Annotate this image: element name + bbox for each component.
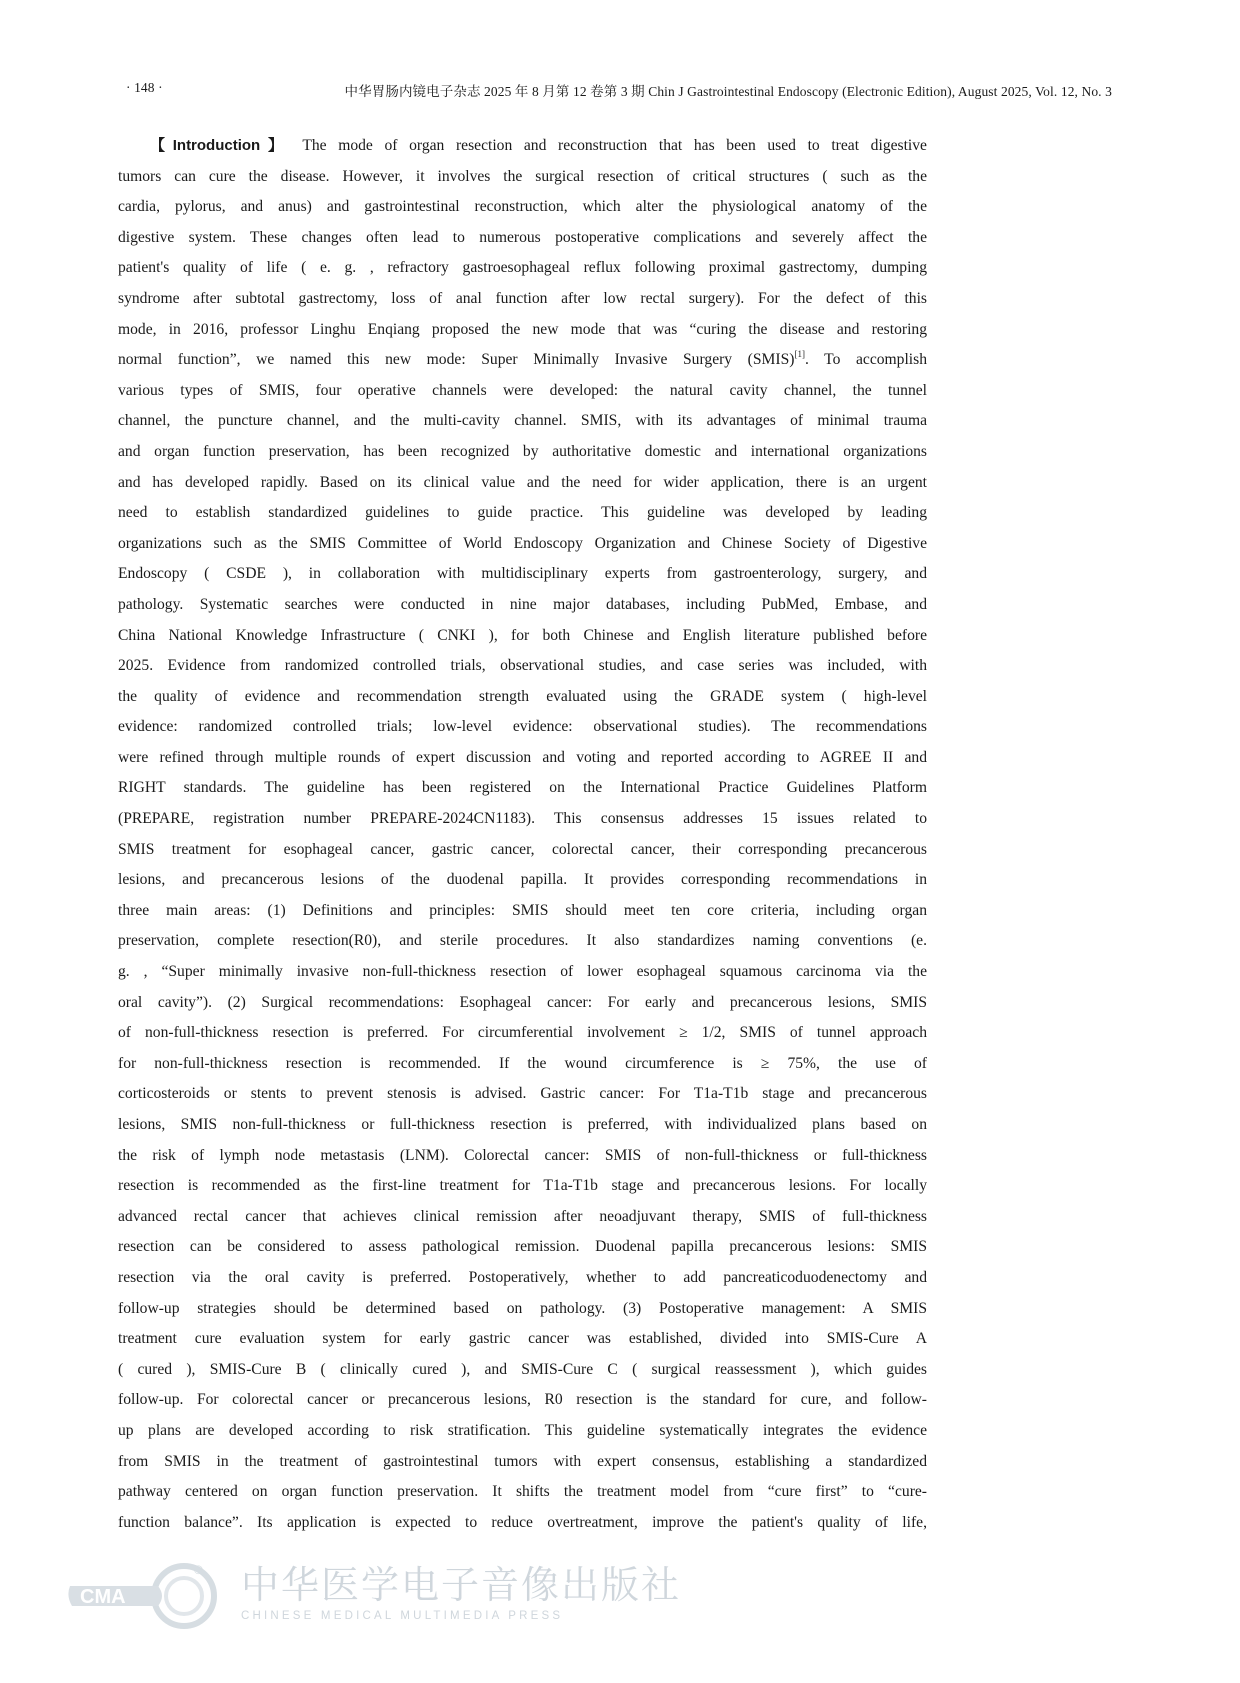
paragraph-line: need to establish standardized guidelines to guide practice. This guideline was developed by leading (118, 504, 927, 522)
paragraph-line: China National Knowledge Infrastructure ( CNKI ), for both Chinese and English literature published before (118, 626, 927, 644)
paragraph-line: resection is recommended as the first-line treatment for T1a-T1b stage and precancerous lesions. For locally (118, 1177, 927, 1195)
press-name-english: CHINESE MEDICAL MULTIMEDIA PRESS (241, 1610, 564, 1622)
section-heading: 【Introduction】 (150, 137, 291, 154)
introduction-section (118, 131, 927, 1538)
paragraph-lines-b (118, 376, 927, 1539)
paragraph-line: The mode of organ resection and reconstruction that has been used to treat digestive (302, 137, 927, 154)
paragraph-line: were refined through multiple rounds of expert discussion and voting and reported according to AGREE II and (118, 748, 927, 766)
paragraph-line: ( cured ), SMIS-Cure B ( clinically cured ), and SMIS-Cure C ( surgical reassessment ), which guides (118, 1360, 927, 1378)
paragraph-line: patient's quality of life ( e. g. , refractory gastroesophageal reflux following proximal gastrectomy, dumping (118, 259, 927, 277)
running-header (118, 80, 1118, 102)
paragraph-line: function balance”. Its application is expected to reduce overtreatment, improve the patient's quality of life, (118, 1513, 927, 1531)
paragraph-line: corticosteroids or stents to prevent stenosis is advised. Gastric cancer: For T1a-T1b stage and precancerous (118, 1085, 927, 1103)
paragraph-line: lesions, SMIS non-full-thickness or full-thickness resection is preferred, with individualized plans based on (118, 1116, 927, 1133)
paragraph-line: channel, the puncture channel, and the multi-cavity channel. SMIS, with its advantages of minimal trauma (118, 412, 927, 430)
paragraph-lines-a (118, 162, 927, 346)
smis-text: normal function”, we named this new mode: Super Minimally Invasive Surgery (SMIS) (118, 351, 795, 369)
paragraph-line: up plans are developed according to risk stratification. This guideline systematically integrates the evidence (118, 1421, 927, 1439)
page-number: · 148 · (126, 80, 163, 95)
citation-ref[interactable]: [1] (794, 349, 805, 360)
cma-mark-text: CMA (80, 1586, 126, 1608)
paragraph-line: organizations such as the SMIS Committee of World Endoscopy Organization and Chinese Society of Digestive (118, 534, 927, 552)
paragraph-line: pathology. Systematic searches were conducted in nine major databases, including PubMed, Embase, and (118, 595, 927, 613)
paragraph-line: follow-up strategies should be determined based on pathology. (3) Postoperative management: A SMIS (118, 1299, 927, 1317)
paragraph-line: tumors can cure the disease. However, it involves the surgical resection of critical structures ( such as the (118, 167, 927, 185)
paragraph-line: various types of SMIS, four operative channels were developed: the natural cavity channel, the tunnel (118, 381, 927, 399)
paragraph-line: resection can be considered to assess pathological remission. Duodenal papilla precancerous lesions: SMIS (118, 1238, 927, 1256)
paragraph-line: SMIS treatment for esophageal cancer, gastric cancer, colorectal cancer, their corresponding precancerous (118, 840, 927, 858)
paragraph-line: RIGHT standards. The guideline has been registered on the International Practice Guidelines Platform (118, 779, 927, 797)
paragraph-line: treatment cure evaluation system for early gastric cancer was established, divided into SMIS-Cure A (118, 1330, 927, 1348)
paragraph-line: 2025. Evidence from randomized controlled trials, observational studies, and case series was included, with (118, 657, 927, 675)
paragraph-line: lesions, and precancerous lesions of the duodenal papilla. It provides corresponding recommendations in (118, 871, 927, 889)
paragraph-line: evidence: randomized controlled trials; low-level evidence: observational studies). The recommendations (118, 718, 927, 736)
paragraph-line: and organ function preservation, has been recognized by authoritative domestic and international organizations (118, 442, 927, 460)
smis-text-post: . To accomplish (804, 351, 927, 369)
registered-mark: ® (194, 1563, 203, 1577)
paragraph-line: mode, in 2016, professor Linghu Enqiang proposed the new mode that was “curing the disease and restoring (118, 320, 927, 338)
intro-first-line (118, 131, 927, 162)
press-name-chinese: 中华医学电子音像出版社 (241, 1563, 682, 1607)
paragraph-line: preservation, complete resection(R0), and sterile procedures. It also standardizes naming conventions (e. (118, 932, 927, 950)
paragraph-line: (PREPARE, registration number PREPARE-2024CN1183). This consensus addresses 15 issues related to (118, 810, 927, 828)
paragraph-line: cardia, pylorus, and anus) and gastrointestinal reconstruction, which alter the physiological anatomy of the (118, 198, 927, 216)
paragraph-line: oral cavity”). (2) Surgical recommendations: Esophageal cancer: For early and precancerous lesions, SMIS (118, 993, 927, 1011)
publisher-logo (66, 1548, 682, 1638)
paragraph-line: follow-up. For colorectal cancer or precancerous lesions, R0 resection is the standard for cure, and follow- (118, 1391, 927, 1409)
paragraph-line: and has developed rapidly. Based on its clinical value and the need for wider application, there is an urgent (118, 473, 927, 491)
paragraph-line: of non-full-thickness resection is preferred. For circumferential involvement ≥ 1/2, SMIS of tunnel approach (118, 1024, 927, 1042)
paragraph-line: digestive system. These changes often lead to numerous postoperative complications and severely affect the (118, 228, 927, 246)
paragraph-line: for non-full-thickness resection is recommended. If the wound circumference is ≥ 75%, the use of (118, 1054, 927, 1072)
paragraph-line: three main areas: (1) Definitions and principles: SMIS should meet ten core criteria, including organ (118, 901, 927, 919)
smis-definition-line (118, 345, 927, 376)
paragraph-line: g. , “Super minimally invasive non-full-thickness resection of lower esophageal squamous carcinoma via the (118, 963, 927, 981)
cma-disc-icon (66, 1548, 236, 1638)
paragraph-line: pathway centered on organ function preservation. It shifts the treatment model from “cure first” to “cure- (118, 1483, 927, 1501)
journal-running-title: 中华胃肠内镜电子杂志 2025 年 8 月第 12 卷第 3 期 Chin J Gastrointestinal Endoscopy (Electronic Edition), August 2025, Vol. 12, No. 3 (344, 84, 1112, 99)
paragraph-line: syndrome after subtotal gastrectomy, loss of anal function after low rectal surgery). For the defect of this (118, 289, 927, 307)
paragraph-line: advanced rectal cancer that achieves clinical remission after neoadjuvant therapy, SMIS of full-thickness (118, 1207, 927, 1225)
paragraph-line: resection via the oral cavity is preferred. Postoperatively, whether to add pancreaticoduodenectomy and (118, 1268, 927, 1286)
paragraph-line: the quality of evidence and recommendation strength evaluated using the GRADE system ( high-level (118, 687, 927, 705)
paragraph-line: from SMIS in the treatment of gastrointestinal tumors with expert consensus, establishing a standardized (118, 1452, 927, 1470)
paragraph-line: the risk of lymph node metastasis (LNM). Colorectal cancer: SMIS of non-full-thickness or full-thickness (118, 1146, 927, 1164)
paragraph-line: Endoscopy ( CSDE ), in collaboration with multidisciplinary experts from gastroenterology, surgery, and (118, 565, 927, 583)
